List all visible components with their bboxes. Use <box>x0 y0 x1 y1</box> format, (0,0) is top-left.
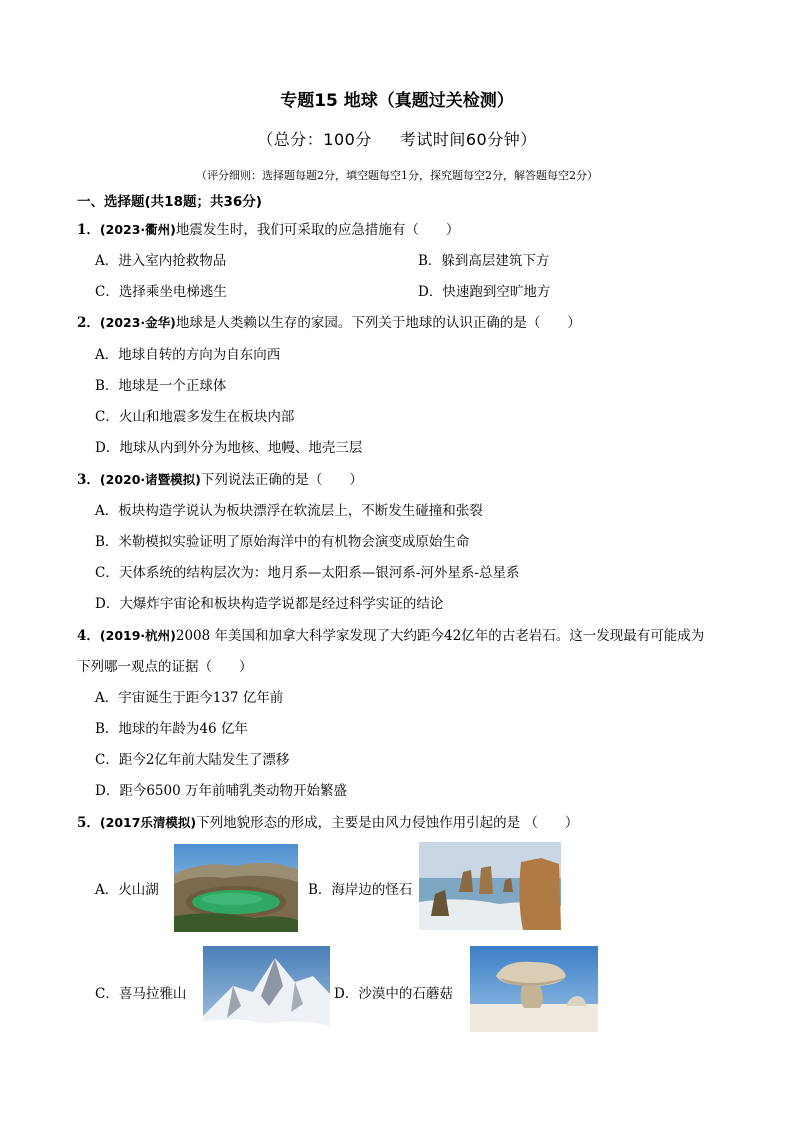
stone-mushroom-image <box>470 946 598 1032</box>
himalaya-image <box>203 946 330 1034</box>
option-d: D．距今6500 万年前哺乳类动物开始繁盛 <box>95 783 347 799</box>
question-source: (2017乐清模拟) <box>99 815 197 830</box>
option-b: B．地球的年龄为46 亿年 <box>95 721 248 737</box>
question-4-continued: 下列哪一观点的证据（ ） <box>77 659 253 675</box>
question-1 <box>77 218 459 238</box>
option-a: A．进入室内抢救物品 <box>95 253 227 269</box>
question-text: 地球是人类赖以生存的家园。下列关于地球的认识正确的是（ ） <box>175 315 581 331</box>
option-d: D．地球从内到外分为地核、地幔、地壳三层 <box>95 440 363 456</box>
option-a: A．地球自转的方向为自东向西 <box>95 347 281 363</box>
question-source: (2023·金华) <box>99 315 176 330</box>
question-number: 5． <box>77 815 100 831</box>
exam-info <box>0 127 794 150</box>
option-c: C．火山和地震多发生在板块内部 <box>95 409 295 425</box>
question-text: 下列地貌形态的形成，主要是由风力侵蚀作用引起的是 （ ） <box>196 815 579 831</box>
question-number: 3． <box>77 472 100 488</box>
question-source: (2023·衢州) <box>99 222 176 237</box>
option-c: C．选择乘坐电梯逃生 <box>95 284 227 300</box>
question-text: 2008 年美国和加拿大科学家发现了大约距今42亿年的古老岩石。这一发现最有可能成为 <box>175 628 705 644</box>
question-text: 下列说法正确的是（ ） <box>200 472 363 488</box>
question-5 <box>77 811 578 831</box>
option-c: C．距今2亿年前大陆发生了漂移 <box>95 752 290 768</box>
question-2 <box>77 311 581 331</box>
question-text: 地震发生时，我们可采取的应急措施有（ ） <box>175 222 460 238</box>
exam-time: 考试时间60分钟） <box>399 130 537 149</box>
option-b: B．米勒模拟实验证明了原始海洋中的有机物会演变成原始生命 <box>95 534 470 550</box>
option-c: C．天体系统的结构层次为：地月系—太阳系—银河系-河外星系-总星系 <box>95 565 520 581</box>
total-score: （总分：100分 <box>257 130 372 149</box>
option-c: C．喜马拉雅山 <box>95 986 187 1002</box>
question-number: 1． <box>77 222 100 238</box>
question-source: (2020·诸暨模拟) <box>99 472 201 487</box>
scoring-note: （评分细则：选择题每题2分，填空题每空1分，探究题每空2分，解答题每空2分） <box>196 169 598 182</box>
option-a: A．宇宙诞生于距今137 亿年前 <box>95 690 284 706</box>
option-b: B．海岸边的怪石 <box>308 882 413 898</box>
option-d: D．大爆炸宇宙论和板块构造学说都是经过科学实证的结论 <box>95 596 444 612</box>
option-b: B．躲到高层建筑下方 <box>418 253 550 269</box>
option-b: B．地球是一个正球体 <box>95 378 227 394</box>
option-a: A．板块构造学说认为板块漂浮在软流层上，不断发生碰撞和张裂 <box>95 503 483 519</box>
coastal-rocks-image <box>419 842 561 930</box>
question-source: (2019·杭州) <box>99 628 176 643</box>
option-d: D．沙漠中的石蘑菇 <box>334 986 453 1002</box>
question-number: 4． <box>77 628 100 644</box>
page-title: 专题15 地球（真题过关检测） <box>280 91 514 111</box>
question-number: 2． <box>77 315 100 331</box>
question-4 <box>77 624 704 644</box>
option-d: D．快速跑到空旷地方 <box>418 284 551 300</box>
section-title: 一、选择题(共18题；共36分) <box>77 194 262 210</box>
question-3 <box>77 468 363 488</box>
volcanic-lake-image <box>174 844 298 932</box>
option-a: A．火山湖 <box>95 882 159 898</box>
